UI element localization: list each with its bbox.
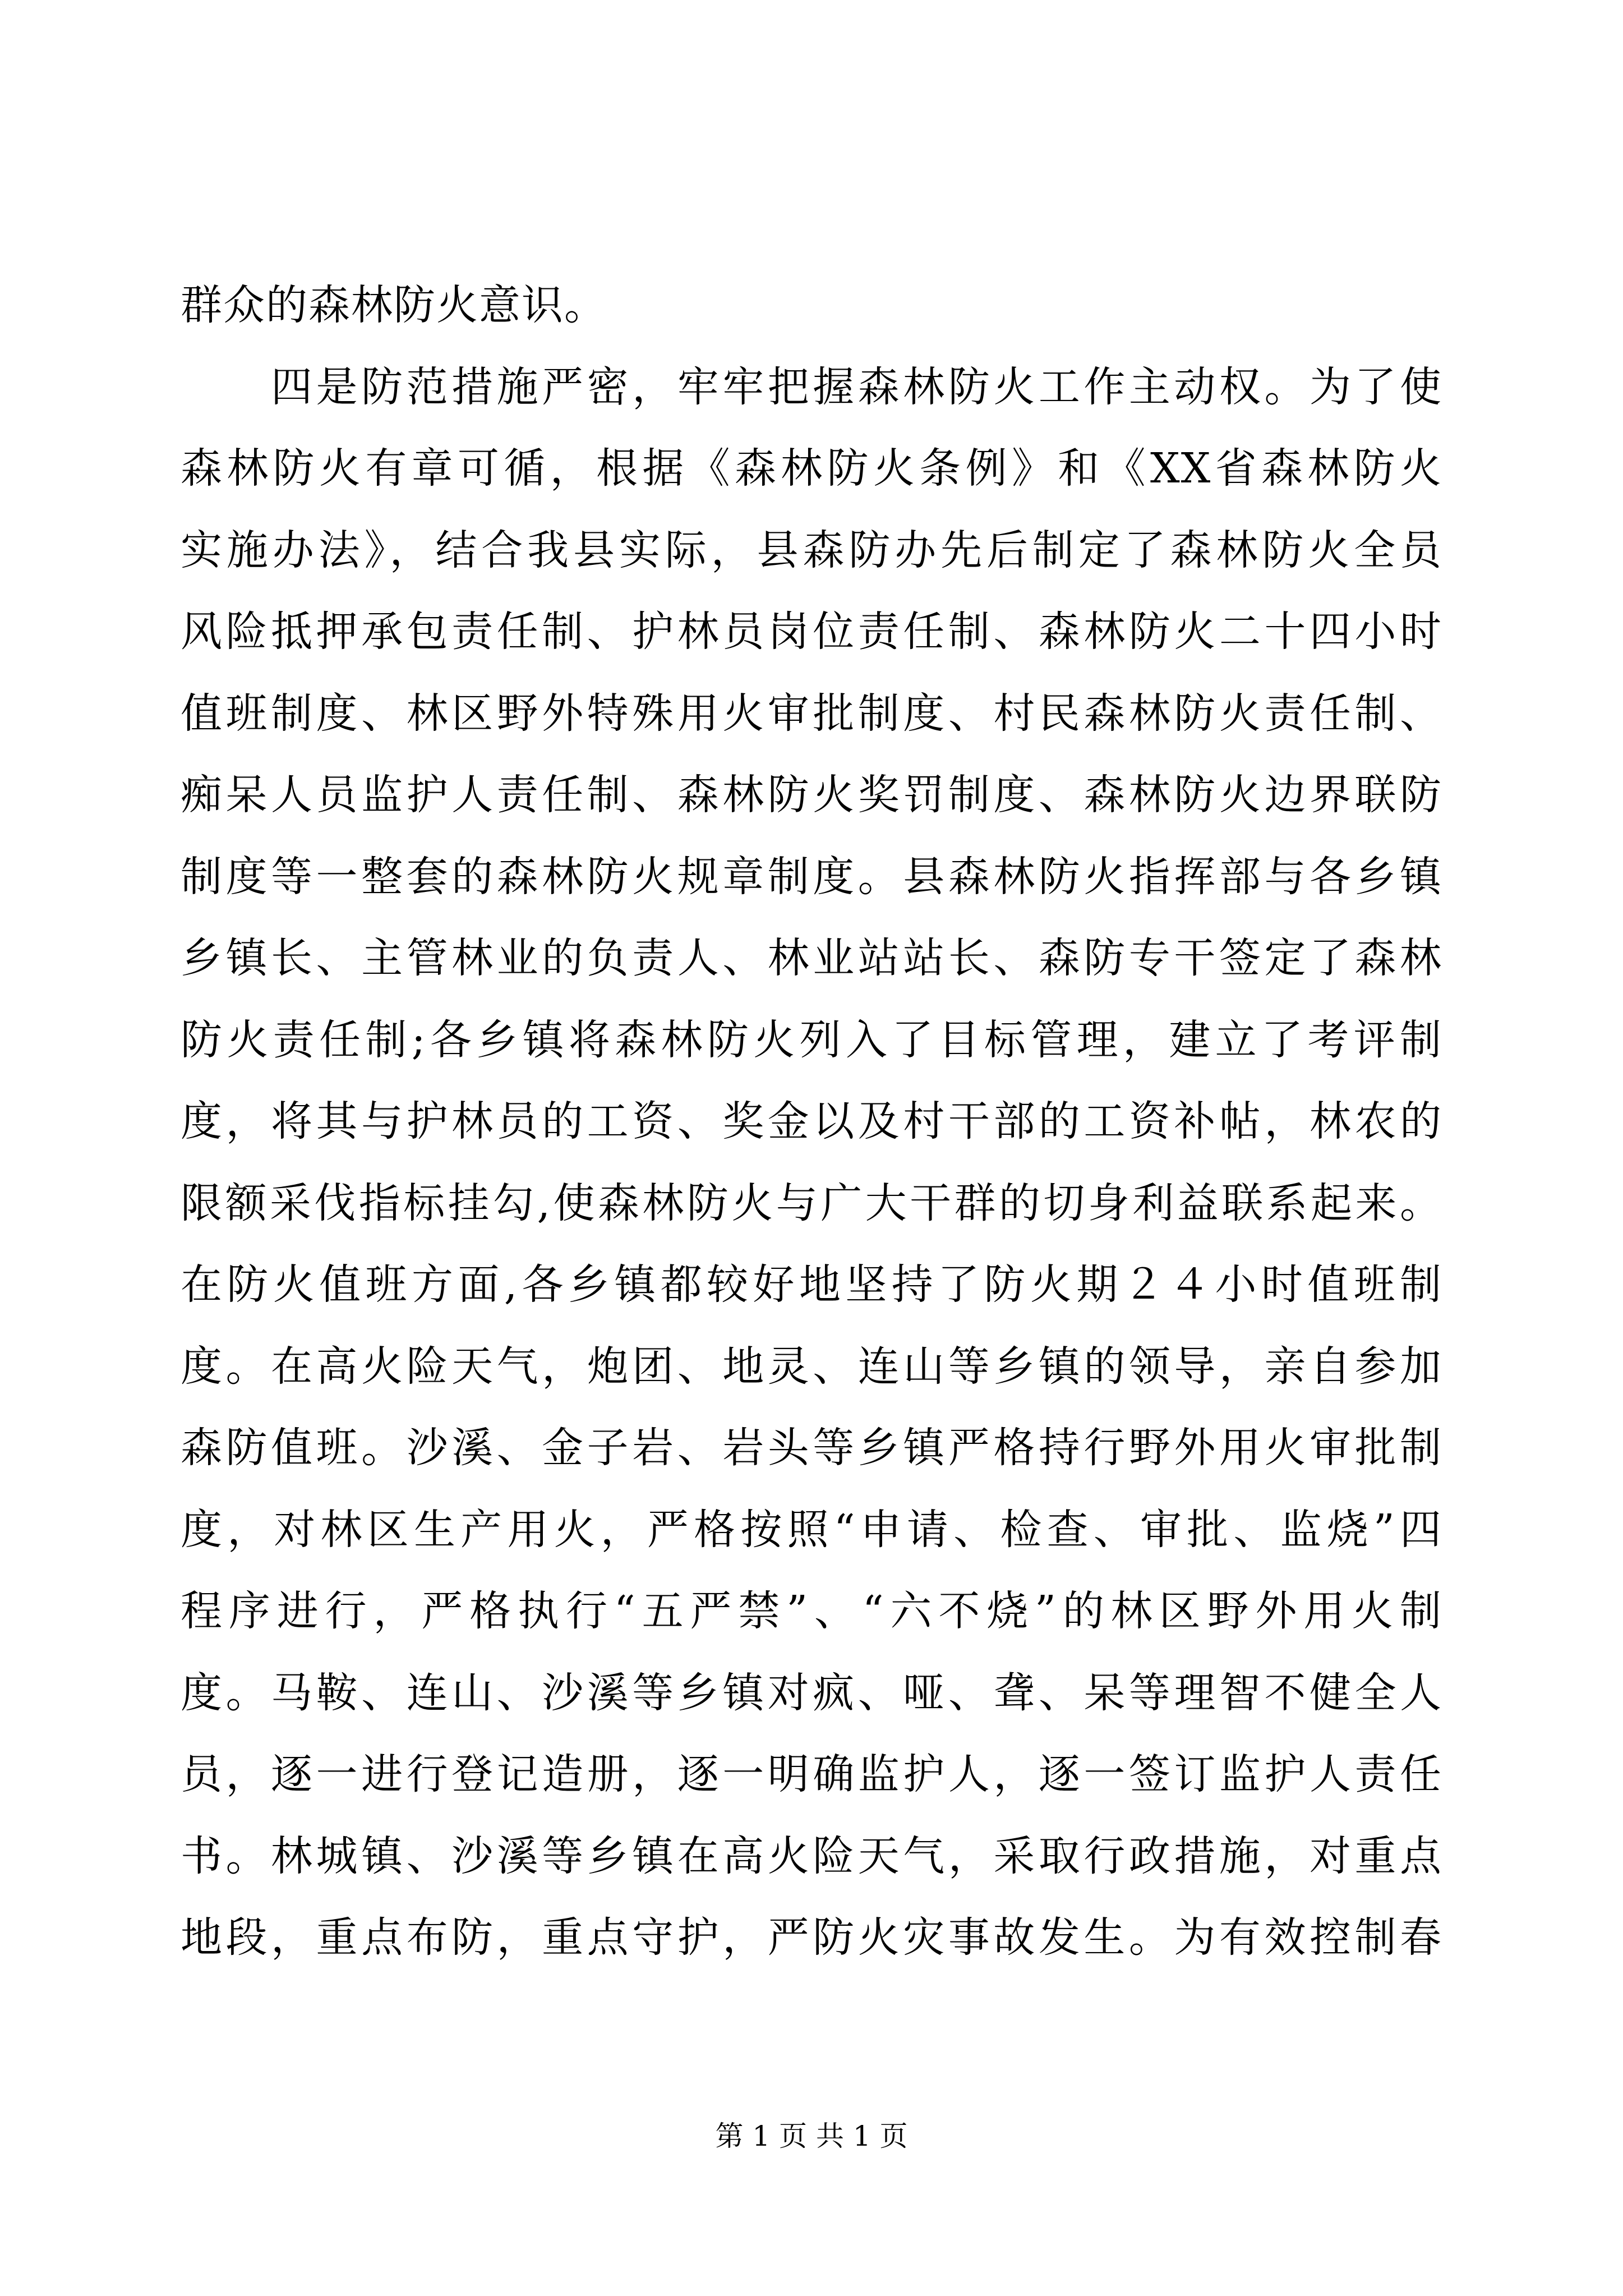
text-line-17: 程序进行，严格执行“五严禁”、“六不烧”的林区野外用火制 [181,1587,1442,1635]
page-footer [0,2114,1623,2154]
body-text [181,265,1442,1979]
text-line-4: 实施办法》，结合我县实际，县森防办先后制定了森林防火全员 [181,526,1442,574]
text-line-16: 度，对林区生产用火，严格按照“申请、检查、审批、监烧”四 [181,1505,1442,1554]
text-line-6: 值班制度、林区野外特殊用火审批制度、村民森林防火责任制、 [181,689,1442,738]
text-line-12: 限额采伐指标挂勾,使森林防火与广大干群的切身利益联系起来。 [181,1179,1442,1227]
text-line-15: 森防值班。沙溪、金子岩、岩头等乡镇严格持行野外用火审批制 [181,1424,1442,1472]
text-line-20: 书。林城镇、沙溪等乡镇在高火险天气，采取行政措施，对重点 [181,1832,1442,1880]
text-line-18: 度。马鞍、连山、沙溪等乡镇对疯、哑、聋、呆等理智不健全人 [181,1668,1442,1717]
text-line-9: 乡镇长、主管林业的负责人、林业站站长、森防专干签定了森林 [181,934,1442,982]
text-line-2: 四是防范措施严密，牢牢把握森林防火工作主动权。为了使 [181,362,1442,411]
text-line-1: 群众的森林防火意识。 [181,281,607,329]
text-line-13: 在防火值班方面,各乡镇都较好地坚持了防火期２４小时值班制 [181,1260,1442,1309]
text-line-5: 风险抵押承包责任制、护林员岗位责任制、森林防火二十四小时 [181,608,1442,656]
text-line-19: 员，逐一进行登记造册，逐一明确监护人，逐一签订监护人责任 [181,1750,1442,1798]
text-line-10: 防火责任制;各乡镇将森林防火列入了目标管理，建立了考评制 [181,1015,1442,1064]
text-line-7: 痴呆人员监护人责任制、森林防火奖罚制度、森林防火边界联防 [181,771,1442,819]
text-line-8: 制度等一整套的森林防火规章制度。县森林防火指挥部与各乡镇 [181,852,1442,901]
page-number-label: 第 1 页 共 1 页 [715,2120,908,2152]
text-line-3: 森林防火有章可循，根据《森林防火条例》和《XX省森林防火 [181,444,1442,493]
text-line-14: 度。在高火险天气，炮团、地灵、连山等乡镇的领导，亲自参加 [181,1342,1442,1391]
text-line-11: 度，将其与护林员的工资、奖金以及村干部的工资补帖，林农的 [181,1097,1442,1145]
text-line-21: 地段，重点布防，重点守护，严防火灾事故发生。为有效控制春 [181,1913,1442,1962]
